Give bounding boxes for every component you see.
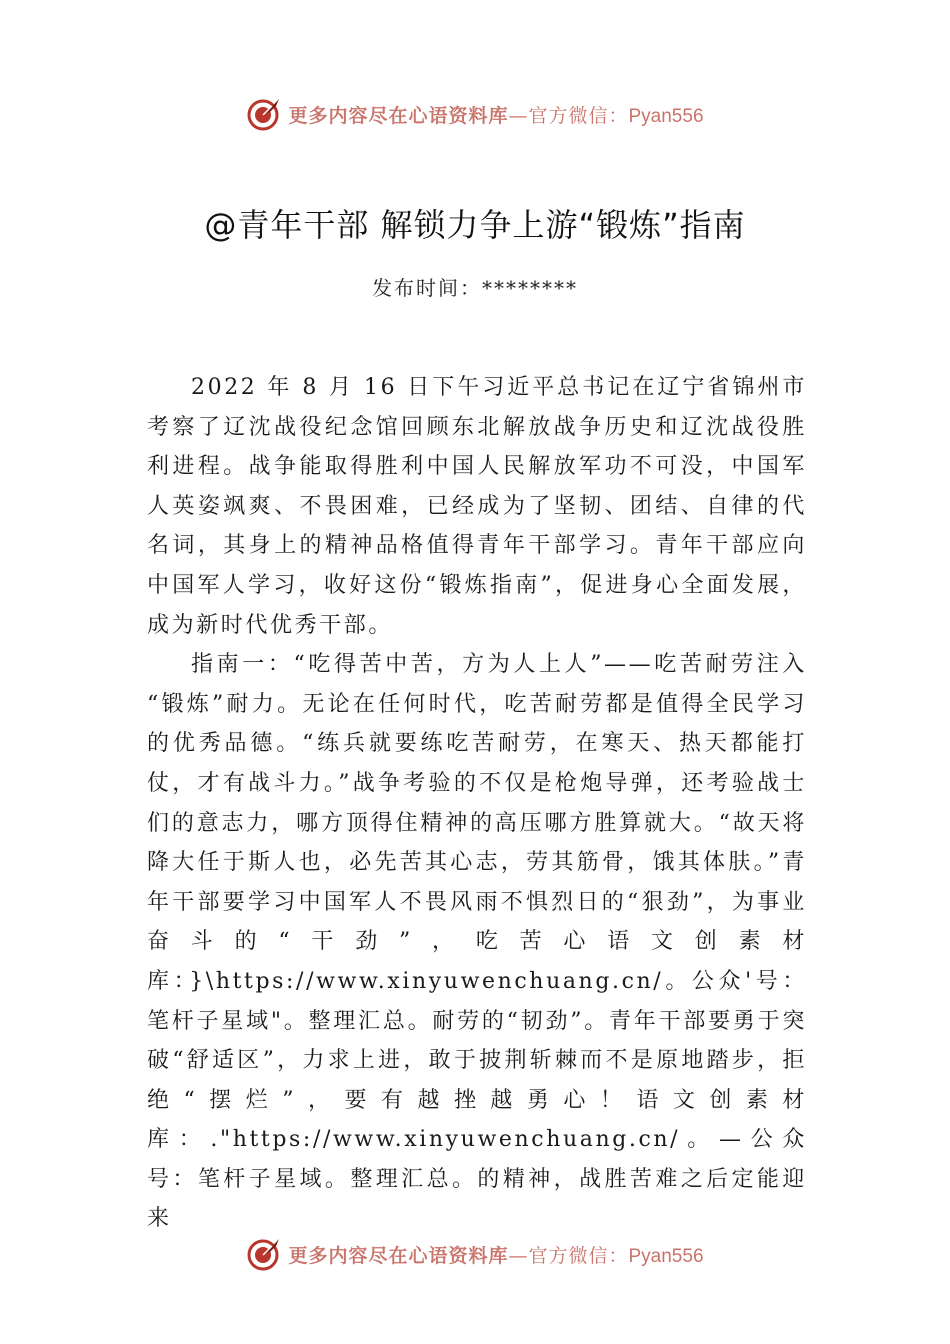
feather-pen-logo-icon bbox=[246, 1236, 282, 1272]
page-title: @青年干部 解锁力争上游“锻炼”指南 bbox=[204, 206, 746, 244]
publish-time: 发布时间：******** bbox=[372, 276, 578, 300]
header-banner-text: 更多内容尽在心语资料库—官方微信：Pyan556 bbox=[288, 104, 704, 127]
footer-banner bbox=[0, 1234, 950, 1274]
paragraph: 指南一：“吃得苦中苦，方为人上人”——吃苦耐劳注入 “锻炼”耐力。无论在任何时代，吃苦耐劳都是值得全民学习的优秀品德。“练兵就要练吃苦耐劳，在寒天、热天都能打仗，才有战斗力。”战争考验的不仅是枪炮导弹，还考验战士们的意志力，哪方顶得住精神的高压哪方胜算就大。“故天将降大任于斯人也，必先苦其心志，劳其筋骨，饿其体肤。”青年干部要学习中国军人不畏风雨不惧烈日的“狠劲”，为事业奋斗的“干劲”，吃苦心语文创素材库：}\https://www.xinyuwenchuang.cn/。公众'号：笔杆子星域"。整理汇总。耐劳的“韧劲”。青年干部要勇于突破“舒适区”，力求上进，敢于披荆斩棘而不是原地踏步，拒绝“摆烂”，要有越挫越勇心！语文创素材库：."https://www.xinyuwenchuang.cn/。—公众号：笔杆子星域。整理汇总。的精神，战胜苦难之后定能迎来 bbox=[147, 652, 807, 1232]
footer-banner-text: 更多内容尽在心语资料库—官方微信：Pyan556 bbox=[288, 1244, 704, 1267]
article-body bbox=[147, 368, 807, 1239]
feather-pen-logo-icon bbox=[246, 96, 282, 132]
header-banner bbox=[0, 94, 950, 134]
paragraph: 2022 年 8 月 16 日下午习近平总书记在辽宁省锦州市考察了辽沈战役纪念馆回顾东北解放战争历史和辽沈战役胜利进程。战争能取得胜利中国人民解放军功不可没，中国军人英姿飒爽、不畏困难，已经成为了坚韧、团结、自律的代名词，其身上的精神品格值得青年干部学习。青年干部应向中国军人学习，收好这份“锻炼指南”，促进身心全面发展，成为新时代优秀干部。 bbox=[147, 375, 807, 638]
